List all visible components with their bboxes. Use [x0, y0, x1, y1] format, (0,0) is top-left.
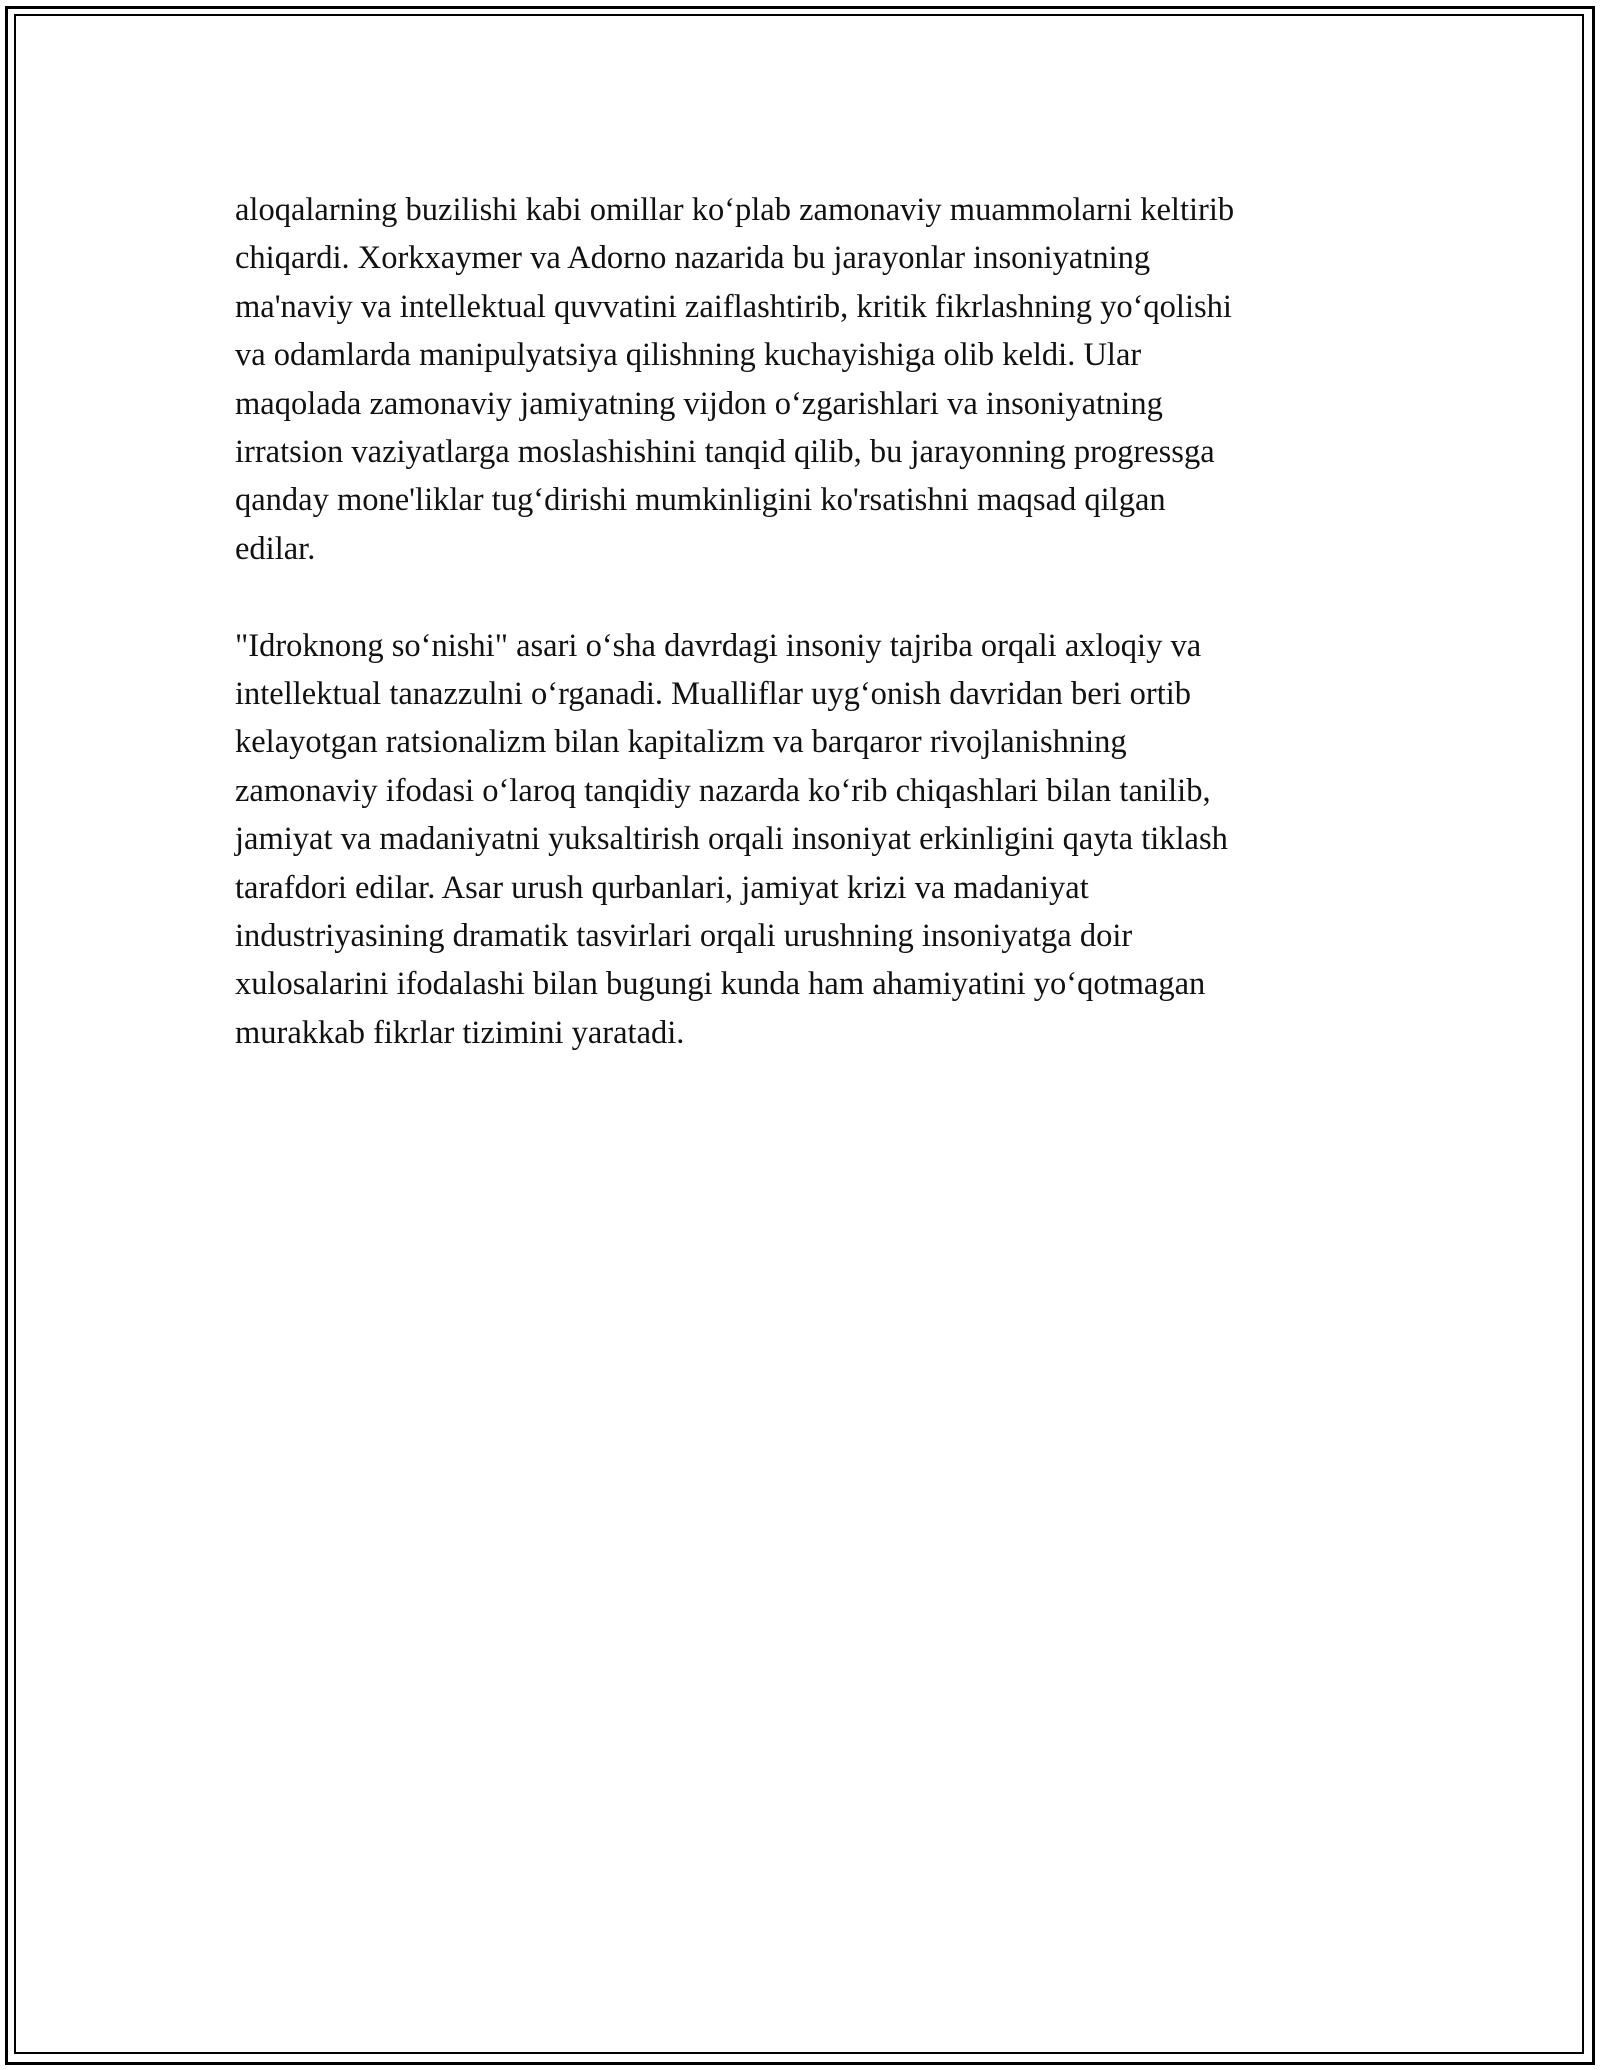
- text-line: jamiyat va madaniyatni yuksaltirish orqali insoniyat erkinligini qayta tiklash: [235, 821, 1228, 858]
- text-line: aloqalarning buzilishi kabi omillar ko‘plab zamonaviy muammolarni keltirib: [235, 192, 1235, 228]
- document-body: [235, 186, 1375, 1057]
- text-line: irratsion vaziyatlarga moslashishini tanqid qilib, bu jarayonning progressga: [235, 434, 1215, 471]
- text-line: intellektual tanazzulni o‘rganadi. Mualliflar uyg‘onish davridan beri ortib: [235, 676, 1192, 713]
- text-line: qanday mone'liklar tug‘dirishi mumkinligini ko'rsatishni maqsad qilgan: [235, 482, 1166, 519]
- text-line: industriyasining dramatik tasvirlari orqali urushning insoniyatga doir: [235, 918, 1133, 955]
- text-line: va odamlarda manipulyatsiya qilishning kuchayishiga olib keldi. Ular: [235, 337, 1142, 374]
- text-line: xulosalarini ifodalashi bilan bugungi kunda ham ahamiyatini yo‘qotmagan: [235, 966, 1206, 1003]
- paragraph-2: [235, 622, 1375, 1058]
- text-line: maqolada zamonaviy jamiyatning vijdon o‘zgarishlari va insoniyatning: [235, 385, 1163, 422]
- paragraph-1: [235, 186, 1375, 573]
- text-line: chiqardi. Xorkxaymer va Adorno nazarida bu jarayonlar insoniyatning: [235, 240, 1151, 277]
- text-line: "Idroknong so‘nishi" asari o‘sha davrdagi insoniy tajriba orqali axloqiy va: [235, 627, 1202, 664]
- text-line: zamonaviy ifodasi o‘laroq tanqidiy nazarda ko‘rib chiqashlari bilan tanilib,: [235, 772, 1211, 809]
- text-line: ma'naviy va intellektual quvvatini zaiflashtirib, kritik fikrlashning yo‘qolishi: [235, 288, 1232, 325]
- text-line: edilar.: [235, 530, 316, 567]
- text-line: kelayotgan ratsionalizm bilan kapitalizm va barqaror rivojlanishning: [235, 724, 1127, 761]
- text-line: tarafdori edilar. Asar urush qurbanlari, jamiyat krizi va madaniyat: [235, 869, 1089, 906]
- text-line: murakkab fikrlar tizimini yaratadi.: [235, 1014, 685, 1051]
